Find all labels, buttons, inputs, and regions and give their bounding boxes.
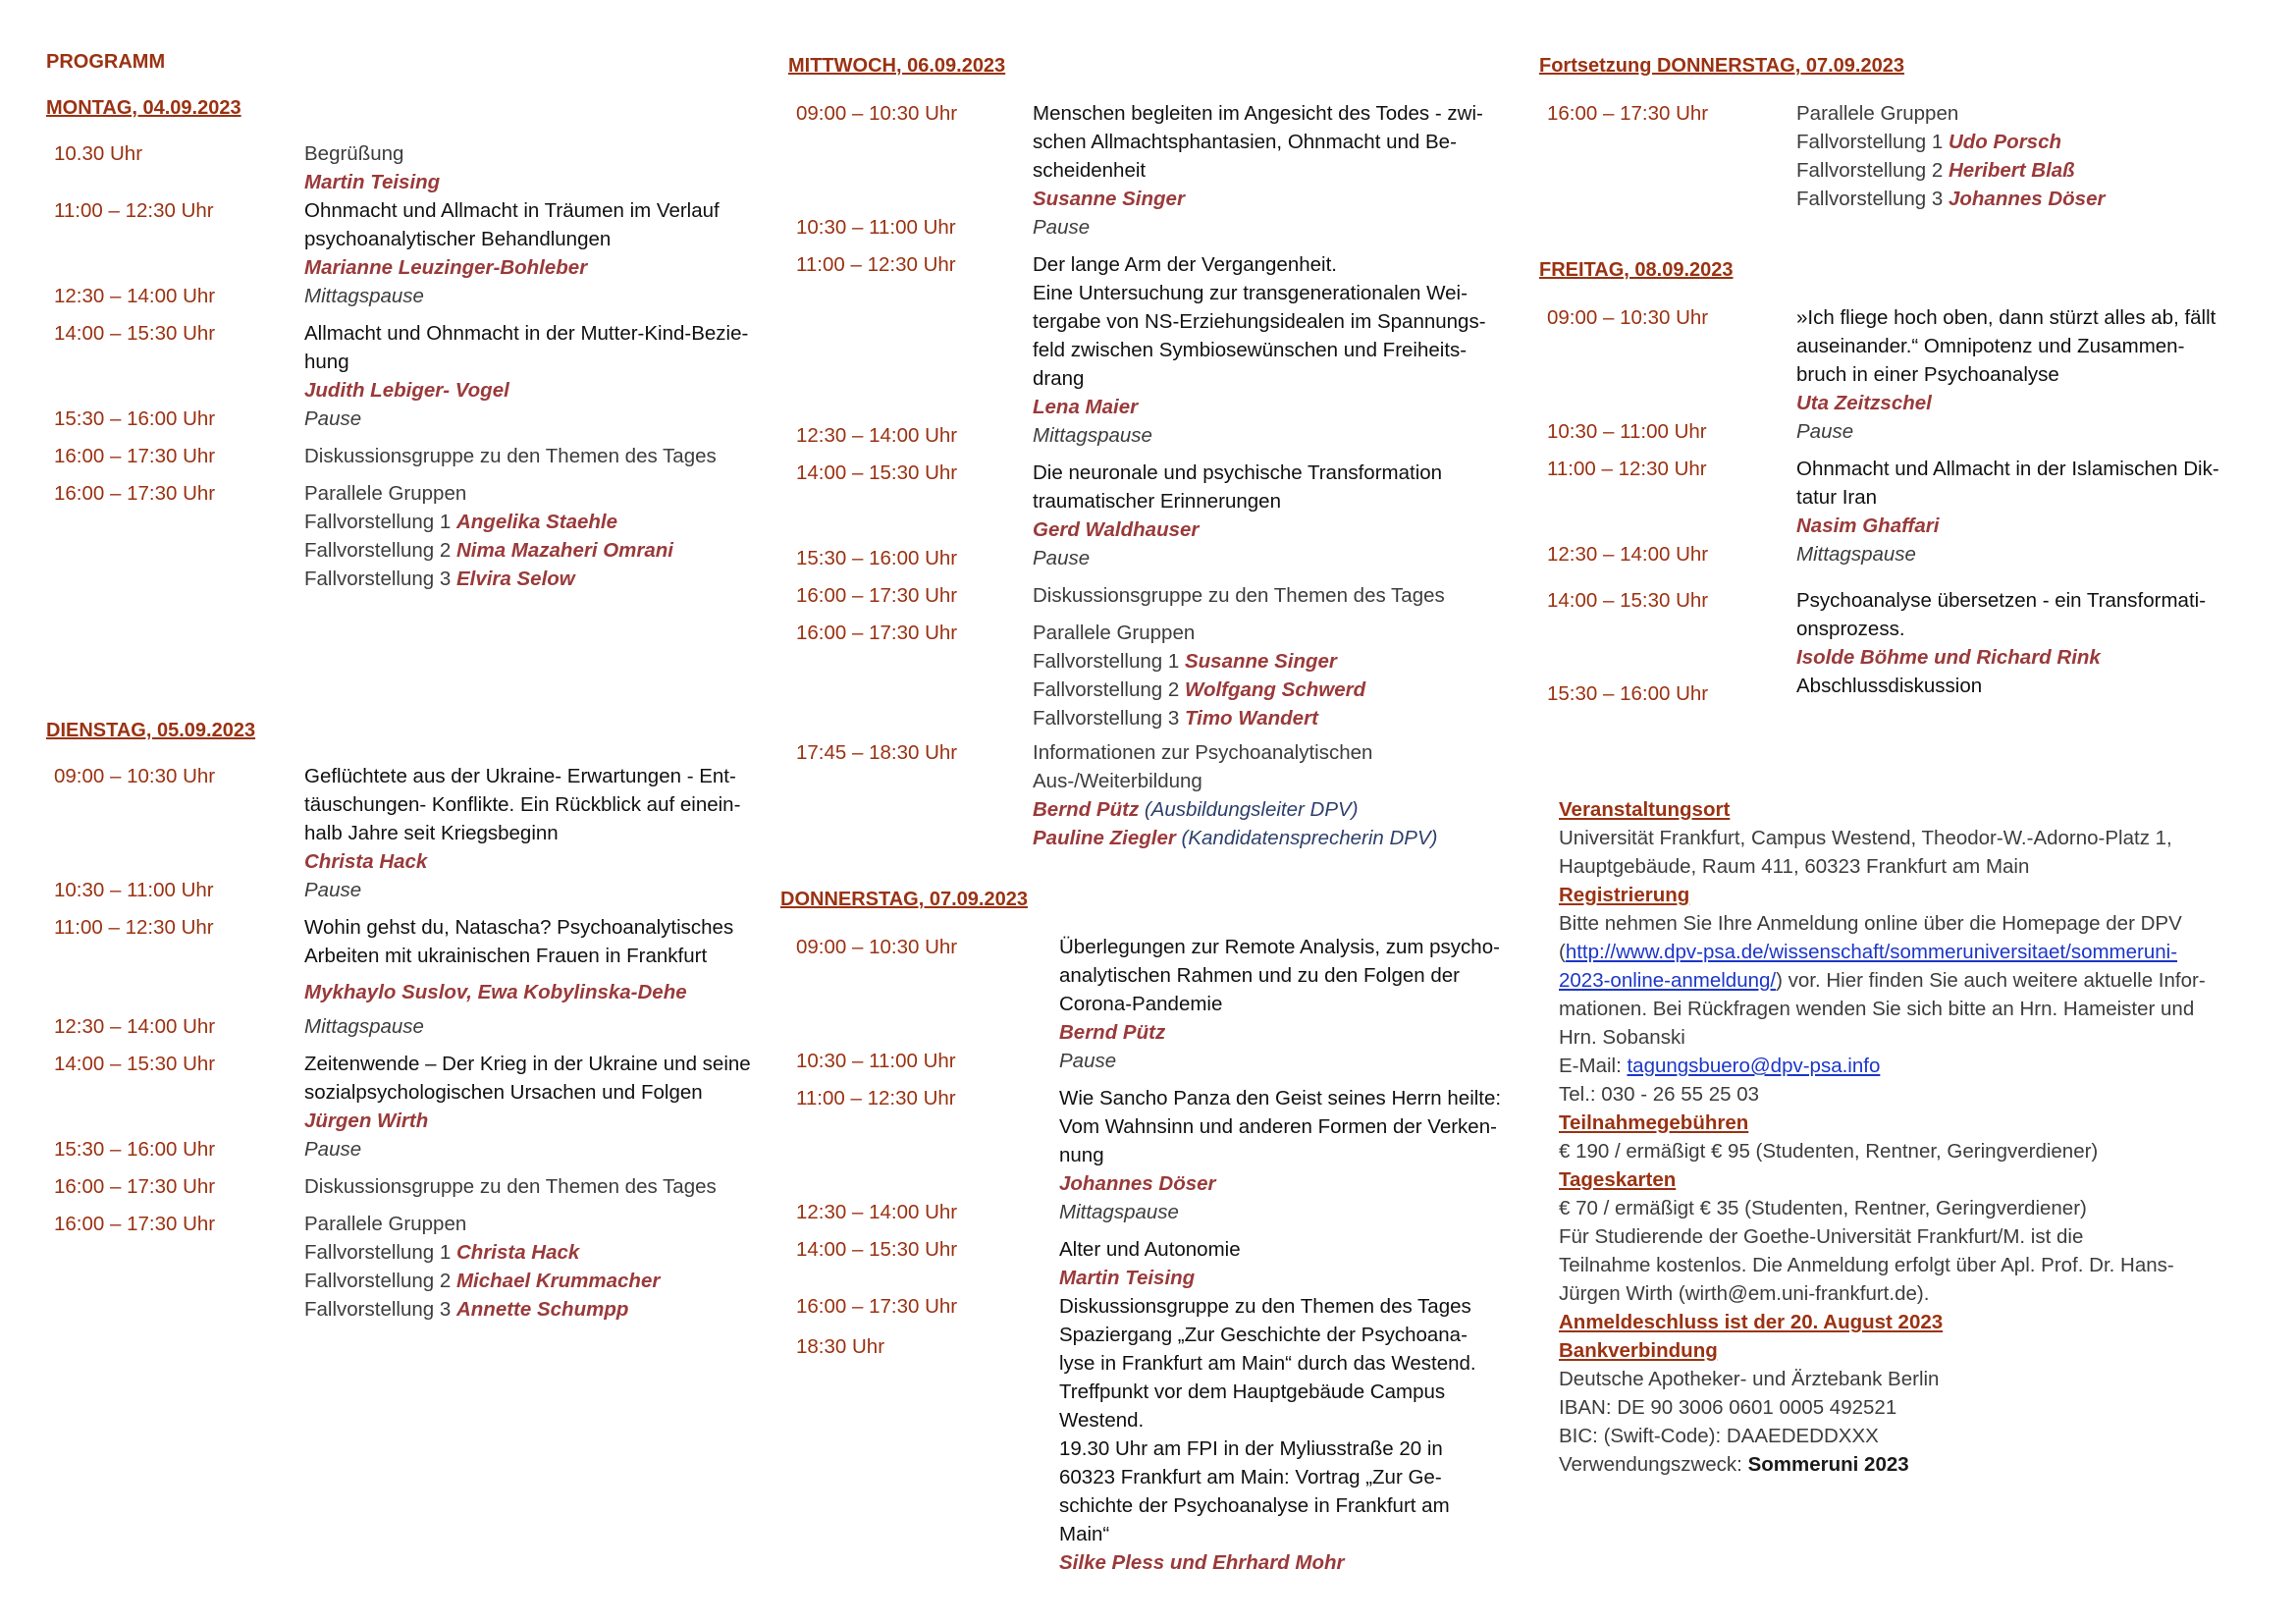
entry-title: Der lange Arm der Vergangenheit.	[1033, 253, 1337, 276]
entry-title: Westend.	[1059, 1409, 1145, 1432]
entry-speaker: Johannes Döser	[1059, 1172, 1216, 1195]
entry-time: 16:00 – 17:30 Uhr	[54, 1175, 216, 1198]
entry-speaker: Isolde Böhme und Richard Rink	[1796, 646, 2101, 669]
registration-text: mationen. Bei Rückfragen wenden Sie sich bitte an Hrn. Hameister und	[1559, 998, 2195, 1020]
entry-time: 14:00 – 15:30 Uhr	[54, 1053, 216, 1075]
case-presentation	[1033, 647, 1365, 676]
entry-title: Pause	[304, 1138, 362, 1161]
entry-time: 11:00 – 12:30 Uhr	[54, 916, 214, 939]
entry-title: Diskussionsgruppe zu den Themen des Tages	[1059, 1295, 1471, 1318]
entry-speaker: Bernd Pütz	[1059, 1021, 1166, 1044]
entry-title: Begrüßung	[304, 142, 404, 165]
entry-title: Pause	[1033, 547, 1091, 569]
entry-time: 12:30 – 14:00 Uhr	[54, 285, 216, 307]
entry-time: 10:30 – 11:00 Uhr	[1547, 420, 1707, 443]
bank-heading: Bankverbindung	[1559, 1339, 1718, 1362]
entry-title: Mittagspause	[1059, 1201, 1179, 1223]
entry-speaker: Martin Teising	[1059, 1267, 1196, 1289]
day-heading-friday: FREITAG, 08.09.2023	[1539, 259, 1734, 281]
case-label: Fallvorstellung 1	[1796, 131, 1944, 153]
entry-time: 12:30 – 14:00 Uhr	[54, 1015, 216, 1038]
purpose-label: Verwendungszweck:	[1559, 1453, 1748, 1476]
entry-title: tergabe von NS-Erziehungsidealen im Spannungs-	[1033, 310, 1486, 333]
entry-time: 10:30 – 11:00 Uhr	[796, 216, 956, 239]
presenter-line	[1033, 795, 1437, 824]
entry-time: 12:30 – 14:00 Uhr	[796, 424, 958, 447]
entry-time: 15:30 – 16:00 Uhr	[1547, 682, 1709, 705]
case-label: Fallvorstellung 2	[304, 539, 452, 562]
paren: (	[1559, 941, 1566, 963]
case-presenter: Michael Krummacher	[455, 1270, 661, 1292]
case-presentation	[304, 1238, 660, 1267]
entry-time: 09:00 – 10:30 Uhr	[1547, 306, 1709, 329]
entry-speaker: Gerd Waldhauser	[1033, 518, 1200, 541]
entry-title: 19.30 Uhr am FPI in der Myliusstraße 20 in	[1059, 1437, 1443, 1460]
entry-title: scheidenheit	[1033, 159, 1147, 182]
entry-time: 14:00 – 15:30 Uhr	[1547, 589, 1709, 612]
entry-title: Allmacht und Ohnmacht in der Mutter-Kind-Bezie-	[304, 322, 749, 345]
registration-text: ) vor. Hier finden Sie auch weitere aktuelle Infor-	[1776, 969, 2206, 992]
entry-title: nung	[1059, 1144, 1104, 1166]
entry-speaker: Pauline Ziegler	[1033, 827, 1176, 849]
entry-speaker: Christa Hack	[304, 850, 428, 873]
entry-time: 10:30 – 11:00 Uhr	[54, 879, 214, 901]
case-presenter: Christa Hack	[455, 1241, 580, 1264]
case-presentation	[1796, 128, 2105, 156]
entry-title: Wohin gehst du, Natascha? Psychoanalytisches	[304, 916, 734, 939]
entry-title: Mittagspause	[1033, 424, 1152, 447]
case-presentation	[304, 1295, 660, 1324]
entry-time: 15:30 – 16:00 Uhr	[54, 1138, 216, 1161]
entry-title: Diskussionsgruppe zu den Themen des Tages	[304, 1175, 717, 1198]
registration-link-line	[1559, 938, 2266, 966]
case-presenter: Heribert Blaß	[1948, 159, 2075, 182]
purpose-value: Sommeruni 2023	[1747, 1453, 1909, 1476]
email-line	[1559, 1052, 2266, 1080]
entry-speaker: Jürgen Wirth	[304, 1110, 429, 1132]
entry-title: Mittagspause	[304, 285, 424, 307]
entry-time: 12:30 – 14:00 Uhr	[796, 1201, 958, 1223]
entry-title: Überlegungen zur Remote Analysis, zum psycho-	[1059, 936, 1500, 958]
entry-title: Mittagspause	[1796, 543, 1916, 566]
case-presentation	[1796, 185, 2105, 213]
entry-speaker: Nasim Ghaffari	[1796, 514, 1940, 537]
entry-title: Eine Untersuchung zur transgenerationalen Wei-	[1033, 282, 1468, 304]
entry-speaker: Marianne Leuzinger-Bohleber	[304, 256, 588, 279]
entry-title: Parallele Gruppen	[1033, 622, 1196, 644]
case-presenter: Nima Mazaheri Omrani	[455, 539, 673, 562]
entry-title: drang	[1033, 367, 1085, 390]
case-presentation	[304, 1267, 660, 1295]
presenter-line	[1033, 824, 1437, 852]
entry-title: Arbeiten mit ukrainischen Frauen in Frankfurt	[304, 945, 708, 967]
entry-speaker: Silke Pless und Ehrhard Mohr	[1059, 1551, 1345, 1574]
case-label: Fallvorstellung 1	[1033, 650, 1180, 673]
case-presenter: Angelika Staehle	[455, 511, 618, 533]
case-label: Fallvorstellung 3	[304, 568, 452, 590]
case-presentation	[304, 536, 673, 565]
entry-speaker: Martin Teising	[304, 171, 441, 193]
entry-time: 11:00 – 12:30 Uhr	[796, 253, 956, 276]
case-label: Fallvorstellung 2	[1796, 159, 1944, 182]
entry-title: lyse in Frankfurt am Main“ durch das Westend.	[1059, 1352, 1476, 1375]
case-presentation	[304, 565, 673, 593]
case-presenter: Susanne Singer	[1184, 650, 1337, 673]
entry-title: Abschlussdiskussion	[1796, 675, 1983, 697]
case-presenter: Johannes Döser	[1948, 188, 2106, 210]
entry-title: analytischen Rahmen und zu den Folgen der	[1059, 964, 1460, 987]
entry-title: hung	[304, 351, 349, 373]
entry-time: 10.30 Uhr	[54, 142, 143, 165]
entry-speaker: Mykhaylo Suslov, Ewa Kobylinska-Dehe	[304, 981, 687, 1003]
entry-title: Menschen begleiten im Angesicht des Todes - zwi-	[1033, 102, 1483, 125]
entry-title: psychoanalytischer Behandlungen	[304, 228, 612, 250]
entry-speaker: Bernd Pütz	[1033, 798, 1140, 821]
case-presenter: Annette Schumpp	[455, 1298, 629, 1321]
case-label: Fallvorstellung 2	[304, 1270, 452, 1292]
entry-title: Psychoanalyse übersetzen - ein Transformati-	[1796, 589, 2207, 612]
entry-title: onsprozess.	[1796, 618, 1905, 640]
case-label: Fallvorstellung 3	[1796, 188, 1944, 210]
entry-title: Ohnmacht und Allmacht in der Islamischen Dik-	[1796, 458, 2219, 480]
venue-text: Universität Frankfurt, Campus Westend, Theodor-W.-Adorno-Platz 1,	[1559, 827, 2172, 849]
entry-title: halb Jahre seit Kriegsbeginn	[304, 822, 559, 844]
entry-title: bruch in einer Psychoanalyse	[1796, 363, 2059, 386]
entry-time: 12:30 – 14:00 Uhr	[1547, 543, 1709, 566]
registration-link[interactable]: 2023-online-anmeldung/	[1559, 969, 1777, 992]
entry-title: traumatischer Erinnerungen	[1033, 490, 1281, 513]
entry-speaker: Lena Maier	[1033, 396, 1139, 418]
entry-speaker: Uta Zeitzschel	[1796, 392, 1932, 414]
case-presentation	[1033, 676, 1365, 704]
entry-time: 18:30 Uhr	[796, 1335, 885, 1358]
day-tickets-heading: Tageskarten	[1559, 1168, 1677, 1191]
entry-title: Treffpunkt vor dem Hauptgebäude Campus	[1059, 1380, 1446, 1403]
registration-link-line	[1559, 966, 2266, 995]
day-tickets-text: Jürgen Wirth (wirth@em.uni-frankfurt.de).	[1559, 1282, 1930, 1305]
registration-text: Bitte nehmen Sie Ihre Anmeldung online über die Homepage der DPV	[1559, 912, 2182, 935]
email-label: E-Mail:	[1559, 1055, 1628, 1077]
entry-title: Vom Wahnsinn und anderen Formen der Verken-	[1059, 1115, 1497, 1138]
case-presentation	[304, 508, 673, 536]
entry-time: 09:00 – 10:30 Uhr	[796, 102, 958, 125]
entry-time: 14:00 – 15:30 Uhr	[796, 1238, 958, 1261]
entry-time: 14:00 – 15:30 Uhr	[796, 461, 958, 484]
entry-time: 16:00 – 17:30 Uhr	[54, 482, 216, 505]
day-tickets-text: Für Studierende der Goethe-Universität Frankfurt/M. ist die	[1559, 1225, 2084, 1248]
case-presenter: Udo Porsch	[1948, 131, 2062, 153]
entry-time: 14:00 – 15:30 Uhr	[54, 322, 216, 345]
entry-time: 11:00 – 12:30 Uhr	[796, 1087, 956, 1110]
case-label: Fallvorstellung 1	[304, 511, 452, 533]
speaker-role: (Kandidatensprecherin DPV)	[1181, 827, 1438, 849]
entry-title: täuschungen- Konflikte. Ein Rückblick auf einein-	[304, 793, 741, 816]
entry-title: schichte der Psychoanalyse in Frankfurt am	[1059, 1494, 1450, 1517]
entry-title: Die neuronale und psychische Transformation	[1033, 461, 1443, 484]
entry-title: feld zwischen Symbiosewünschen und Freiheits-	[1033, 339, 1468, 361]
day-heading-thursday: DONNERSTAG, 07.09.2023	[780, 889, 1028, 910]
entry-title: Pause	[304, 407, 362, 430]
entry-title: Pause	[1796, 420, 1854, 443]
entry-time: 10:30 – 11:00 Uhr	[796, 1050, 956, 1072]
case-presentation	[1796, 156, 2105, 185]
entry-time: 16:00 – 17:30 Uhr	[796, 1295, 958, 1318]
case-presenter: Elvira Selow	[455, 568, 575, 590]
entry-title: Aus-/Weiterbildung	[1033, 770, 1202, 792]
bank-text: BIC: (Swift-Code): DAAEDEDDXXX	[1559, 1425, 1879, 1447]
deadline-heading: Anmeldeschluss ist der 20. August 2023	[1559, 1311, 1944, 1333]
entry-speaker: Susanne Singer	[1033, 188, 1185, 210]
day-heading-wednesday: MITTWOCH, 06.09.2023	[788, 55, 1006, 77]
venue-heading: Veranstaltungsort	[1559, 798, 1731, 821]
day-tickets-text: € 70 / ermäßigt € 35 (Studenten, Rentner, Geringverdiener)	[1559, 1197, 2087, 1219]
entry-title: Pause	[1059, 1050, 1117, 1072]
entry-time: 09:00 – 10:30 Uhr	[54, 765, 216, 787]
entry-title: auseinander.“ Omnipotenz und Zusammen-	[1796, 335, 2185, 357]
entry-time: 16:00 – 17:30 Uhr	[1547, 102, 1709, 125]
day-heading-thursday-continued: Fortsetzung DONNERSTAG, 07.09.2023	[1539, 55, 1904, 77]
entry-title: 60323 Frankfurt am Main: Vortrag „Zur Ge-	[1059, 1466, 1442, 1489]
entry-speaker: Judith Lebiger- Vogel	[304, 379, 509, 402]
entry-time: 17:45 – 18:30 Uhr	[796, 741, 958, 764]
entry-title: Diskussionsgruppe zu den Themen des Tages	[1033, 584, 1445, 607]
info-block	[1559, 795, 2266, 1479]
entry-time: 16:00 – 17:30 Uhr	[54, 1213, 216, 1235]
entry-title: Pause	[304, 879, 362, 901]
entry-title: Diskussionsgruppe zu den Themen des Tages	[304, 445, 717, 467]
entry-title: Pause	[1033, 216, 1091, 239]
case-label: Fallvorstellung 1	[304, 1241, 452, 1264]
entry-time: 11:00 – 12:30 Uhr	[54, 199, 214, 222]
fees-text: € 190 / ermäßigt € 95 (Studenten, Rentner, Geringverdiener)	[1559, 1140, 2099, 1163]
entry-title: Mittagspause	[304, 1015, 424, 1038]
entry-title: Informationen zur Psychoanalytischen	[1033, 741, 1373, 764]
entry-title: Geflüchtete aus der Ukraine- Erwartungen - Ent-	[304, 765, 736, 787]
email-link[interactable]: tagungsbuero@dpv-psa.info	[1627, 1055, 1881, 1077]
entry-time: 16:00 – 17:30 Uhr	[796, 622, 958, 644]
entry-time: 09:00 – 10:30 Uhr	[796, 936, 958, 958]
day-tickets-text: Teilnahme kostenlos. Die Anmeldung erfolgt über Apl. Prof. Dr. Hans-	[1559, 1254, 2174, 1276]
entry-time: 11:00 – 12:30 Uhr	[1547, 458, 1707, 480]
day-heading-tuesday: DIENSTAG, 05.09.2023	[46, 720, 256, 741]
entry-title: Parallele Gruppen	[1796, 102, 1959, 125]
entry-title: Zeitenwende – Der Krieg in der Ukraine und seine	[304, 1053, 751, 1075]
registration-text: Hrn. Sobanski	[1559, 1026, 1685, 1049]
entry-time: 15:30 – 16:00 Uhr	[54, 407, 216, 430]
case-presenter: Timo Wandert	[1184, 707, 1318, 730]
payment-purpose	[1559, 1450, 2266, 1479]
entry-title: sozialpsychologischen Ursachen und Folgen	[304, 1081, 703, 1104]
entry-title: Ohnmacht und Allmacht in Träumen im Verlauf	[304, 199, 720, 222]
entry-title: Parallele Gruppen	[304, 482, 467, 505]
entry-title: Main“	[1059, 1523, 1110, 1545]
entry-title: »Ich fliege hoch oben, dann stürzt alles ab, fällt	[1796, 306, 2216, 329]
venue-text: Hauptgebäude, Raum 411, 60323 Frankfurt am Main	[1559, 855, 2030, 878]
case-presenter: Wolfgang Schwerd	[1184, 678, 1366, 701]
entry-title: tatur Iran	[1796, 486, 1878, 509]
case-label: Fallvorstellung 2	[1033, 678, 1180, 701]
entry-title: Alter und Autonomie	[1059, 1238, 1241, 1261]
registration-link[interactable]: http://www.dpv-psa.de/wissenschaft/sommeruniversitaet/sommeruni-	[1565, 941, 2178, 963]
entry-title: Parallele Gruppen	[304, 1213, 467, 1235]
phone-text: Tel.: 030 - 26 55 25 03	[1559, 1083, 1760, 1106]
case-presentation	[1033, 704, 1365, 732]
bank-text: IBAN: DE 90 3006 0601 0005 492521	[1559, 1396, 1897, 1419]
entry-time: 16:00 – 17:30 Uhr	[54, 445, 216, 467]
case-label: Fallvorstellung 3	[1033, 707, 1180, 730]
speaker-role: (Ausbildungsleiter DPV)	[1144, 798, 1359, 821]
registration-heading: Registrierung	[1559, 884, 1690, 906]
case-label: Fallvorstellung 3	[304, 1298, 452, 1321]
entry-title: Corona-Pandemie	[1059, 993, 1223, 1015]
program-heading: PROGRAMM	[46, 51, 166, 73]
day-heading-monday: MONTAG, 04.09.2023	[46, 97, 241, 119]
entry-time: 15:30 – 16:00 Uhr	[796, 547, 958, 569]
bank-text: Deutsche Apotheker- und Ärztebank Berlin	[1559, 1368, 1940, 1390]
entry-title: Spaziergang „Zur Geschichte der Psychoana-	[1059, 1324, 1468, 1346]
entry-title: Wie Sancho Panza den Geist seines Herrn heilte:	[1059, 1087, 1502, 1110]
entry-time: 16:00 – 17:30 Uhr	[796, 584, 958, 607]
entry-title: schen Allmachtsphantasien, Ohnmacht und Be-	[1033, 131, 1457, 153]
fees-heading: Teilnahmegebühren	[1559, 1111, 1749, 1134]
